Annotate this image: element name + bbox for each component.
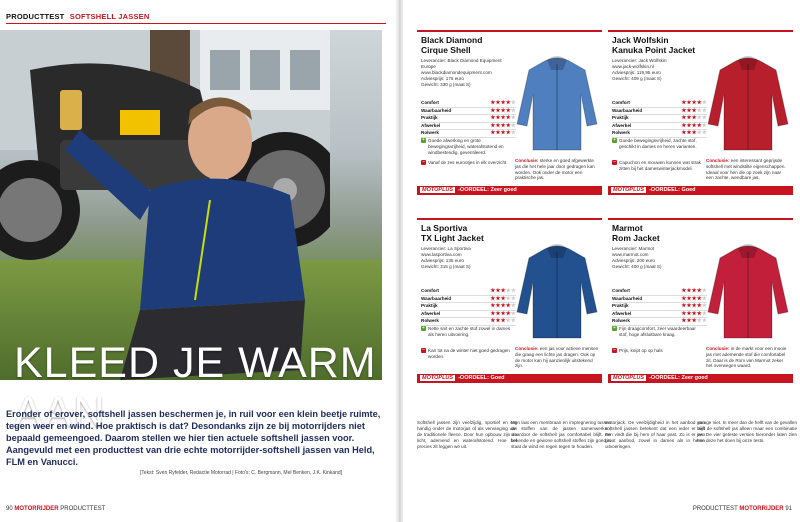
rating-row: [612, 288, 707, 296]
product-meta: [421, 246, 513, 270]
rating-row: [421, 115, 516, 123]
product-weight: Gewicht: 409 g (maat S): [612, 76, 662, 81]
rating-stars: ★★★★★: [681, 122, 707, 129]
product-website: www.jack-wolfskin.nl: [612, 64, 654, 69]
conclusion-text: sterke en goed afgewerkte jas die het hele jaar door gedragen kan worden. Ook onder de motor een praktische jas.: [515, 158, 595, 181]
product-conclusion: [515, 158, 599, 181]
header-divider: [6, 23, 386, 24]
rating-stars: ★★★★★: [490, 130, 516, 137]
rating-stars: ★★★★★: [681, 295, 707, 302]
rating-label: Waarbaarheid: [612, 295, 643, 301]
rating-row: [421, 100, 516, 108]
conclusion-label: Conclusie:: [515, 158, 539, 163]
rating-label: Praktijk: [421, 303, 438, 309]
rating-label: Waarbaarheid: [612, 107, 643, 113]
product-price: Adviesprijs: 135 euro: [421, 258, 464, 263]
section-category: PRODUCTTEST: [6, 12, 65, 21]
product-website: www.blackdiamondequipment.com: [421, 70, 492, 75]
product-model: Kanuka Point Jacket: [612, 44, 696, 55]
product-weight: Gewicht: 400 g (maat S): [612, 264, 662, 269]
plus-point: + Goede afwerking en grote bewegingsvrijheid, waterafstotend en windbestendig, geventileerd.: [421, 138, 513, 155]
page-number-left: 90: [6, 506, 13, 512]
article-credits: [Tekst: Sven Ryfelder, Redactie Motorrad | Foto's: C. Bergmann, Mel Benken, J.K. Kinkand]: [140, 470, 343, 476]
rating-row: [421, 318, 516, 326]
rating-stars: ★★★★★: [490, 122, 516, 129]
plus-point: + Goede bewegingsvrijheid, zachte stof, geschikt in dames en heren varianten.: [612, 138, 704, 150]
product-model: Cirque Shell: [421, 44, 471, 55]
verdict-label: -OORDEEL:: [458, 187, 489, 193]
rating-row: [612, 318, 707, 326]
product-title: [612, 36, 695, 55]
product-supplier: Leverancier: Black Diamond Equipment Europe: [421, 58, 502, 69]
rating-row: [612, 130, 707, 138]
ratings-table: [421, 288, 516, 326]
verdict-bar: [608, 186, 793, 195]
left-page: [0, 0, 397, 522]
verdict-brand: MOTOPLUS: [422, 375, 454, 381]
footer-section-left: PRODUCTTEST: [60, 506, 106, 512]
product-card: [608, 218, 793, 383]
rating-label: Comfort: [421, 100, 439, 105]
rating-row: [612, 115, 707, 123]
rating-stars: ★★★★★: [490, 310, 516, 317]
product-model: TX Light Jacket: [421, 232, 484, 243]
rating-label: Afwerkel: [421, 310, 441, 316]
verdict-label: -OORDEEL:: [649, 375, 680, 381]
jacket-image: [706, 242, 790, 342]
product-title: [612, 224, 660, 243]
body-column-4: garage niet. In meer dan de helft van de gevallen blijft de softshell jas alleen maar een combinatie jas. De vier geteste versies hieronder laten zien hoe deze het doen bij onze tests.: [697, 420, 797, 444]
rating-label: Waarbaarheid: [421, 295, 452, 301]
rating-label: Comfort: [421, 288, 439, 293]
rating-label: Rolwerk: [421, 318, 439, 324]
rating-label: Praktijk: [421, 115, 438, 121]
rating-stars: ★★★★★: [490, 295, 516, 302]
rating-label: Waarbaarheid: [421, 107, 452, 113]
verdict-value: Goed: [490, 375, 505, 381]
rating-stars: ★★★★★: [490, 100, 516, 106]
article-headline: KLEED JE WARM AAN: [14, 339, 377, 436]
product-title: [421, 36, 482, 55]
verdict-value: Zeer goed: [490, 187, 517, 193]
rating-row: [421, 288, 516, 296]
minus-point: – Vanaf de zes eurootjes in elk overzicht: [421, 160, 513, 166]
rating-stars: ★★★★★: [681, 310, 707, 317]
verdict-brand: MOTOPLUS: [613, 187, 645, 193]
rating-stars: ★★★★★: [490, 303, 516, 310]
product-conclusion: [706, 346, 790, 369]
verdict-value: Zeer goed: [681, 375, 708, 381]
product-card: [417, 218, 602, 383]
conclusion-label: Conclusie:: [515, 346, 539, 351]
footer-brand-right: MOTORRIJDER: [739, 506, 784, 512]
body-column-1: Softshell jassen zijn veelzijdig, sportief en erg handig onder de motorjas of als vervanging van de traditionele fleece. Door hun opbouw zijn ze licht, ademend en waterafstotend. Hoe het precies zit leggen we uit.: [417, 420, 517, 450]
hero-photo: [0, 30, 382, 380]
product-conclusion: [706, 158, 790, 181]
rating-row: [421, 303, 516, 311]
rating-stars: ★★★★★: [490, 115, 516, 122]
product-model: Rom Jacket: [612, 232, 660, 243]
conclusion-label: Conclusie:: [706, 158, 730, 163]
product-meta: [421, 58, 513, 88]
minus-point: – Capuchon en mouwen kunnen wat strak zitten bij het dameswinterjackmodel.: [612, 160, 704, 172]
rating-row: [612, 100, 707, 108]
product-price: Adviesprijs: 175 euro: [421, 76, 464, 81]
product-brand: Jack Wolfskin: [612, 35, 669, 45]
product-brand: Black Diamond: [421, 35, 483, 45]
rating-stars: ★★★★★: [681, 288, 707, 294]
rating-label: Comfort: [612, 100, 630, 105]
verdict-bar: [417, 374, 602, 383]
jacket-image: [706, 54, 790, 154]
ratings-table: [421, 100, 516, 138]
rating-label: Afwerkel: [421, 122, 441, 128]
rating-label: Afwerkel: [612, 122, 632, 128]
jacket-image: [515, 242, 599, 342]
conclusion-text: in de markt voor een mooie jas met ademende stof die comfortabel zit. Daar is de Rom van Marmot zeker het overwegen waard.: [706, 346, 787, 369]
rating-stars: ★★★★★: [681, 130, 707, 137]
rating-stars: ★★★★★: [681, 115, 707, 122]
rider-figure: [60, 70, 320, 380]
ratings-table: [612, 288, 707, 326]
product-price: Adviesprijs: 200 euro: [612, 258, 655, 263]
product-meta: [612, 246, 704, 270]
product-brand: Marmot: [612, 223, 643, 233]
verdict-brand: MOTOPLUS: [613, 375, 645, 381]
verdict-value: Goed: [681, 187, 696, 193]
footer-right: [693, 506, 792, 512]
section-subcategory: SOFTSHELL JASSEN: [69, 12, 150, 21]
verdict-bar: [608, 374, 793, 383]
product-website: www.marmot.com: [612, 252, 649, 257]
rating-stars: ★★★★★: [681, 100, 707, 106]
product-brand: La Sportiva: [421, 223, 468, 233]
plus-point: + Nette snit en zachte stof zowel in dames als heren uitvoering.: [421, 326, 513, 338]
rating-label: Comfort: [612, 288, 630, 293]
verdict-bar: [417, 186, 602, 195]
footer-brand-left: MOTORRIJDER: [14, 506, 59, 512]
verdict-label: -OORDEEL:: [649, 187, 680, 193]
product-price: Adviesprijs: 119,95 euro: [612, 70, 661, 75]
rating-stars: ★★★★★: [490, 107, 516, 114]
rating-stars: ★★★★★: [681, 303, 707, 310]
conclusion-label: Conclusie:: [706, 346, 730, 351]
verdict-label: -OORDEEL:: [458, 375, 489, 381]
product-title: [421, 224, 484, 243]
article-intro: Eronder of erover, softshell jassen beschermen je, in ruil voor een klein beetje ruimte, tegen weer en wind. Hoe praktisch is dat? Desondanks zijn ze bij motorrijders niet bepaald gemeengoed. Daarom stellen we hier tien actuele softshell jassen voor. Aangevuld met een producttest van drie echte motorrijder-softshell jassen van Held, FLM en Vanucci.: [6, 409, 381, 467]
rating-row: [612, 303, 707, 311]
footer-section-right: PRODUCTTEST: [692, 506, 738, 512]
body-column-2: Men laat een membraan en impregnering tussen de stoffen van de jassen samenwerken, waardoor de softshell jas comfortabel blijft. De bekende en gewone softshell stoffen zijn goed in staat de wind en regen tegen te houden.: [511, 420, 611, 450]
rating-stars: ★★★★★: [490, 318, 516, 325]
product-card: [417, 30, 602, 195]
minus-point: – Kan tot na de winter niet goed gedragen worden.: [421, 348, 513, 360]
jacket-image: [515, 54, 599, 154]
footer-left: [6, 506, 105, 512]
conclusion-text: een interessant geprijsde softshell met windstilte eigenschappen. Ideaal voor hen die op zoek zijn naar een zachte, wendbare jas.: [706, 158, 786, 181]
rating-row: [421, 130, 516, 138]
product-weight: Gewicht: 315 g (maat S): [421, 264, 471, 269]
rating-label: Praktijk: [612, 115, 629, 121]
rating-stars: ★★★★★: [681, 107, 707, 114]
body-column-3: motorjack. De veelzijdigheid in het aanbod van softshell jassen betekent dat een ieder er wel een vindt die bij hem of haar past. Zo is er een groot aanbod, zowel in dames als in heren uitvoeringen.: [605, 420, 705, 450]
page-number-right: 91: [785, 506, 792, 512]
ratings-table: [612, 100, 707, 138]
rating-label: Rolwerk: [421, 130, 439, 136]
right-page: [403, 0, 800, 522]
rating-label: Afwerkel: [612, 310, 632, 316]
minus-point: – Prijs, knipt op op hals: [612, 348, 704, 354]
product-conclusion: [515, 346, 599, 369]
product-website: www.lasportiva.com: [421, 252, 462, 257]
product-supplier: Leverancier: La Sportiva: [421, 246, 471, 251]
product-weight: Gewicht: 330 g (maat S): [421, 82, 471, 87]
rating-stars: ★★★★★: [681, 318, 707, 325]
product-supplier: Leverancier: Jack Wolfskin: [612, 58, 667, 63]
verdict-brand: MOTOPLUS: [422, 187, 454, 193]
section-header: [6, 12, 150, 21]
plus-point: + Fijn draagcomfort, zeer waardeerbaar stof, hoge afsluitbare kraag.: [612, 326, 704, 338]
rating-label: Rolwerk: [612, 130, 630, 136]
rating-stars: ★★★★★: [490, 288, 516, 294]
product-card: [608, 30, 793, 195]
rating-label: Rolwerk: [612, 318, 630, 324]
product-meta: [612, 58, 704, 82]
product-supplier: Leverancier: Marmot: [612, 246, 655, 251]
rating-label: Praktijk: [612, 303, 629, 309]
conclusion-text: een jas voor actieve mensen die graag een lichte jas dragen. Ook op de motor kan hij aanzienlijk uitstekend zijn.: [515, 346, 599, 369]
